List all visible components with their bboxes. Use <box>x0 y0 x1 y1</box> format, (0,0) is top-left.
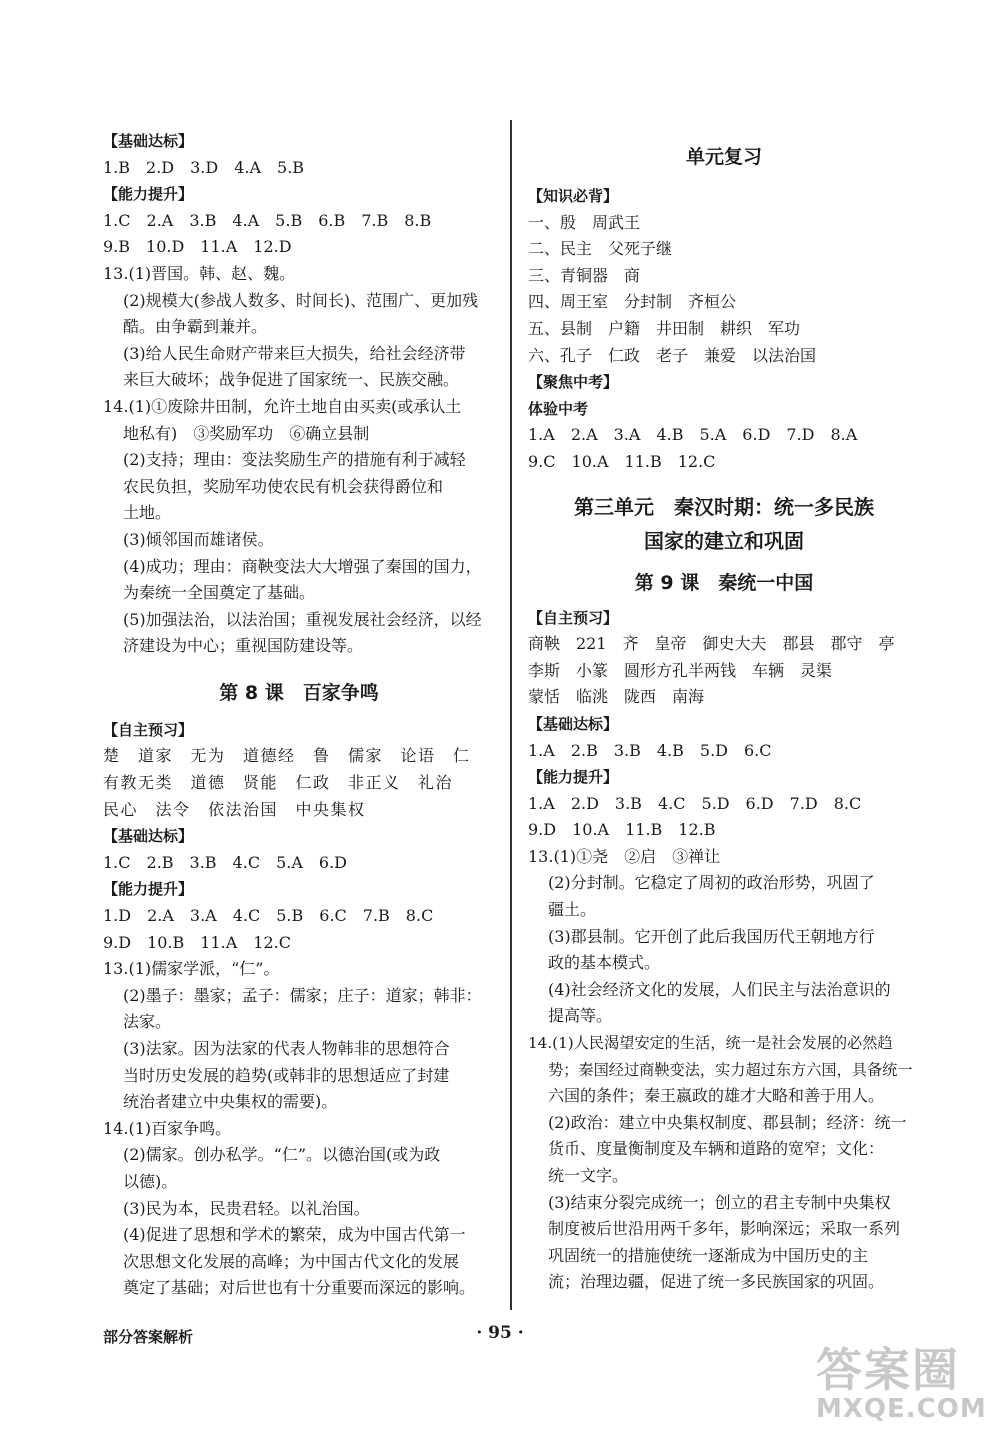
answer-line: 民心 法令 依法治国 中央集权 <box>103 799 366 819</box>
answer-line: 四、周王室 分封制 齐桓公 <box>528 292 737 312</box>
unit-title-line: 国家的建立和巩固 <box>644 528 804 553</box>
answer-line: (4)促进了思想和学术的繁荣，成为中国古代第一 <box>123 1225 466 1245</box>
answer-line: 9.D 10.A 11.B 12.B <box>528 820 716 840</box>
answer-line: 当时历史发展的趋势(或韩非的思想适应了封建 <box>123 1065 450 1085</box>
answer-line: (3)倾邻国而雄诸侯。 <box>123 529 274 549</box>
watermark-logo <box>816 1334 986 1434</box>
answer-line: 1.C 2.B 3.B 4.C 5.A 6.D <box>103 852 347 872</box>
answer-line: 1.A 2.A 3.A 4.B 5.A 6.D 7.D 8.A <box>528 425 858 445</box>
answer-line: 疆土。 <box>548 900 597 920</box>
section-heading: 【自主预习】 <box>103 720 194 739</box>
section-heading: 【自主预习】 <box>528 608 619 627</box>
answer-line: 奠定了基础；对后世也有十分重要而深远的影响。 <box>123 1278 476 1298</box>
answer-line: (3)法家。因为法家的代表人物韩非的思想符合 <box>123 1039 450 1058</box>
answer-line: (5)加强法治，以法治国；重视发展社会经济，以经 <box>123 609 482 629</box>
answer-line: 1.D 2.A 3.A 4.C 5.B 6.C 7.B 8.C <box>103 906 434 926</box>
answer-line: 楚 道家 无为 道德经 鲁 儒家 论语 仁 <box>103 746 471 766</box>
section-heading: 【基础达标】 <box>103 132 194 150</box>
answer-line: 济建设为中心；重视国防建设等。 <box>123 636 364 656</box>
answer-line: 势；秦国经过商鞅变法，实力超过东方六国，具备统一 <box>548 1060 913 1079</box>
answer-line: (4)成功；理由：商鞅变法大大增强了秦国的国力， <box>123 556 482 576</box>
left-column <box>103 128 495 1302</box>
review-title: 单元复习 <box>685 146 762 168</box>
answer-line: 来巨大破坏；战争促进了国家统一、民族交融。 <box>123 370 460 390</box>
answer-line: (4)社会经济文化的发展，人们民主与法治意识的 <box>548 979 891 999</box>
section-heading: 【聚焦中考】 <box>528 373 619 392</box>
answer-line: 一、殷 周武王 <box>528 212 641 232</box>
answer-line: 二、民主 父死子继 <box>528 239 673 259</box>
answer-line: 土地。 <box>123 503 172 523</box>
answer-line: 为秦统一全国奠定了基础。 <box>123 583 316 603</box>
answer-line: (2)墨子：墨家；孟子：儒家；庄子：道家；韩非： <box>123 985 482 1005</box>
answer-line: 13.(1)晋国。韩、赵、魏。 <box>103 263 296 283</box>
answer-line: 1.A 2.D 3.B 4.C 5.D 6.D 7.D 8.C <box>528 793 862 813</box>
answer-line: 法家。 <box>123 1012 172 1032</box>
section-heading: 【能力提升】 <box>103 880 194 899</box>
unit-title <box>528 490 920 558</box>
answer-line: (3)民为本，民贵君轻。以礼治国。 <box>123 1198 370 1218</box>
answer-line: 统一文字。 <box>548 1166 629 1185</box>
answer-line: 五、县制 户籍 井田制 耕织 军功 <box>528 318 801 338</box>
answer-line: 14.(1)人民渴望安定的生活，统一是社会发展的必然趋 <box>528 1034 893 1053</box>
right-column <box>528 128 920 1296</box>
answer-line: 13.(1)儒家学派，“仁”。 <box>103 959 280 979</box>
answer-line: 酷。由争霸到兼并。 <box>123 317 268 337</box>
answer-line: 9.D 10.B 11.A 12.C <box>103 932 291 952</box>
subsection-heading: 体验中考 <box>528 399 589 418</box>
answer-line: (2)支持；理由：变法奖励生产的措施有利于减轻 <box>123 450 466 470</box>
answer-line: (2)分封制。它稳定了周初的政治形势，巩固了 <box>548 873 875 893</box>
answer-line: 14.(1)①废除井田制，允许土地自由买卖(或承认土 <box>103 396 462 416</box>
answer-line: (3)结束分裂完成统一；创立的君主专制中央集权 <box>548 1192 891 1212</box>
answer-line: 地私有) ③奖励军功 ⑥确立县制 <box>123 423 370 443</box>
answer-line: 9.C 10.A 11.B 12.C <box>528 451 716 471</box>
answer-line: (3)给人民生命财产带来巨大损失，给社会经济带 <box>123 343 466 363</box>
answer-line: 蒙恬 临洮 陇西 南海 <box>528 687 705 707</box>
answer-line: (2)政治：建立中央集权制度、郡县制；经济：统一 <box>548 1112 907 1132</box>
answer-line: (2)儒家。创办私学。“仁”。以德治国(或为政 <box>123 1145 441 1165</box>
answer-line: 巩固统一的措施使统一逐渐成为中国历史的主 <box>548 1245 869 1265</box>
section-heading: 【基础达标】 <box>103 827 194 846</box>
answer-line: 1.A 2.B 3.B 4.B 5.D 6.C <box>528 740 772 760</box>
answer-line: 六国的条件；秦王嬴政的雄才大略和善于用人。 <box>548 1086 885 1106</box>
answer-line: 提高等。 <box>548 1006 613 1026</box>
answer-line: 统治者建立中央集权的需要)。 <box>123 1092 338 1112</box>
watermark-text: 答案圈 <box>816 1343 960 1397</box>
answer-line: 以德)。 <box>123 1171 178 1191</box>
unit-title-line: 第三单元 秦汉时期：统一多民族 <box>574 494 874 519</box>
answer-line: 商鞅 221 齐 皇帝 御史大夫 郡县 郡守 亭 <box>528 634 895 654</box>
answer-line: 13.(1)①尧 ②启 ③禅让 <box>528 846 721 866</box>
footer-section-label: 部分答案解析 <box>103 1328 194 1346</box>
answer-line: 三、青铜器 商 <box>528 265 641 285</box>
page-number: · 95 · <box>476 1323 524 1343</box>
answer-line: 14.(1)百家争鸣。 <box>103 1118 232 1138</box>
answer-line: 有教无类 道德 贤能 仁政 非正义 礼治 <box>103 773 454 793</box>
answer-line: 李斯 小篆 圆形方孔半两钱 车辆 灵渠 <box>528 660 833 680</box>
answer-line: 次思想文化发展的高峰；为中国古代文化的发展 <box>123 1251 460 1271</box>
answer-line: (2)规模大(参战人数多、时间长)、范围广、更加残 <box>123 290 479 310</box>
section-heading: 【能力提升】 <box>528 768 619 787</box>
answer-line: 农民负担，奖励军功使农民有机会获得爵位和 <box>123 476 444 496</box>
answer-line: 货币、度量衡制度及车辆和道路的宽窄；文化： <box>548 1139 885 1159</box>
answer-line: 1.C 2.A 3.B 4.A 5.B 6.B 7.B 8.B <box>103 210 432 230</box>
answer-line: 1.B 2.D 3.D 4.A 5.B <box>103 157 305 177</box>
answer-line: 制度被后世沿用两千多年，影响深远；采取一系列 <box>548 1219 901 1239</box>
column-divider <box>510 120 512 1310</box>
answer-line: 政的基本模式。 <box>548 953 661 973</box>
lesson-title: 第 8 课 百家争鸣 <box>219 681 379 704</box>
section-heading: 【能力提升】 <box>103 185 194 204</box>
watermark-url: MXQE.COM <box>816 1394 987 1424</box>
answer-line: 流；治理边疆，促进了统一多民族国家的巩固。 <box>548 1272 885 1292</box>
section-heading: 【基础达标】 <box>528 714 619 733</box>
answer-line: (3)郡县制。它开创了此后我国历代王朝地方行 <box>548 926 875 946</box>
section-heading: 【知识必背】 <box>528 187 619 205</box>
answer-line: 六、孔子 仁政 老子 兼爱 以法治国 <box>528 345 817 365</box>
answer-line: 9.B 10.D 11.A 12.D <box>103 237 292 257</box>
lesson-title: 第 9 课 秦统一中国 <box>634 571 814 594</box>
